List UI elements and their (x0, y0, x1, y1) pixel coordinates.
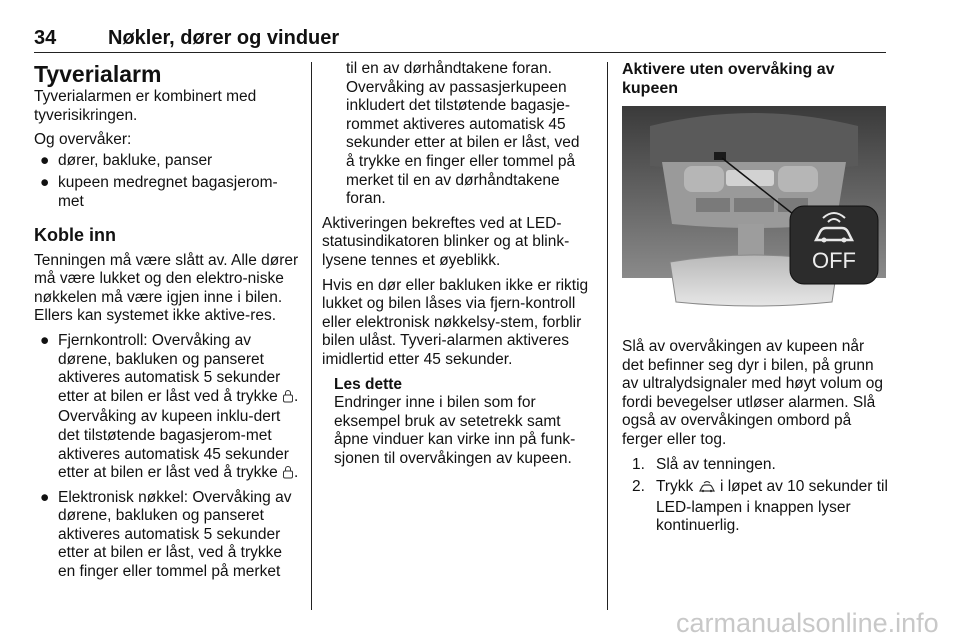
list-item: 1. Slå av tenningen. (632, 455, 776, 473)
column-left (34, 60, 300, 588)
subsection-title: Aktivere uten overvåking av kupeen (622, 61, 835, 97)
deactivation-text: Slå av overvåkingen av kupeen når det befinner seg dyr i bilen, på grunn av ultralydsignaler med høyt volum og fordi bevegelser utløser alarmen. Slå også av overvåkingen ombord på ferger eller tog. (622, 338, 884, 448)
chapter-title: Nøkler, dører og vinduer (108, 27, 340, 49)
list-item: ● dører, bakluke, panser (40, 151, 213, 169)
watermark: carmanualsonline.info (676, 608, 939, 638)
list-item: ● Fjernkontroll: Overvåking av dørene, bakluken og panseret aktiveres automatisk 5 sekunder etter at bilen er låst ved å trykke . Overvåking av kupeen inklu-dert det tilstøtende bagasjerom-met aktiveres automatisk 45 sekunder etter at bilen er låst ved å trykke . (34, 332, 300, 485)
continuation-text: til en av dørhåndtakene foran. Overvåking av passasjerkupeen inkludert det tilstøtende bagasje-rommet aktiveres automatisk 45 sekunder etter at bilen er låst, ved å trykke en finger eller tommel på merket til en av dørhåndtakene foran. (346, 60, 580, 208)
interior-monitor-icon (698, 480, 716, 499)
note-title: Les dette (334, 375, 403, 393)
section-title: Tyverialarm (34, 61, 162, 87)
column-divider (311, 62, 312, 610)
list-item: ● Elektronisk nøkkel: Overvåking av dørene, bakluken og panseret aktiveres automatisk 5 sekunder etter at bilen er låst, ved å trykke en finger eller tommel på merket (40, 488, 292, 581)
activation-text: Tenningen må være slått av. Alle dører må være lukket og den elektro-niske nøkkelen må være igjen inne i bilen. Ellers kan systemet ikke aktive-res. (34, 251, 299, 325)
note-text: Endringer inne i bilen som for eksempel bruk av setetrekk samt åpne vinduer kan virke inn på funk-sjonen til overvåkingen av kupeen. (334, 394, 576, 467)
confirmation-text: Aktiveringen bekreftes ved at LED-statusindikatoren blinker og at blink-lysene tennes et øyeblikk. (322, 214, 570, 269)
steps-list (632, 456, 888, 536)
column-divider (607, 62, 608, 610)
intro-text: Tyverialarmen er kombinert med tyverisikringen. (34, 88, 257, 124)
page-header (34, 27, 886, 53)
list-item: ● kupeen medregnet bagasjerom-met (40, 174, 278, 210)
off-button-label: OFF (812, 248, 856, 273)
column-right (622, 60, 888, 540)
lock-icon (282, 389, 294, 409)
monitors-label: Og overvåker: (34, 131, 132, 149)
subsection-title: Koble inn (34, 224, 116, 245)
monitor-list (34, 152, 300, 212)
activation-list (34, 332, 300, 582)
list-item: 2. Trykk i løpet av 10 sekunder til LED-lampen i knappen lyser kontinuerlig. (632, 478, 888, 535)
column-middle (322, 60, 590, 468)
door-open-text: Hvis en dør eller bakluken ikke er riktig lukket og bilen låses via fjern-kontroll eller elektronisk nøkkelsy-stem, forblir bilen ulåst. Tyveri-alarmen aktiveres imidlertid etter 45 sekunder. (322, 276, 589, 368)
lock-icon (282, 465, 294, 485)
page-number: 34 (34, 27, 57, 49)
overhead-console-figure (622, 106, 886, 314)
note-box (334, 376, 590, 469)
